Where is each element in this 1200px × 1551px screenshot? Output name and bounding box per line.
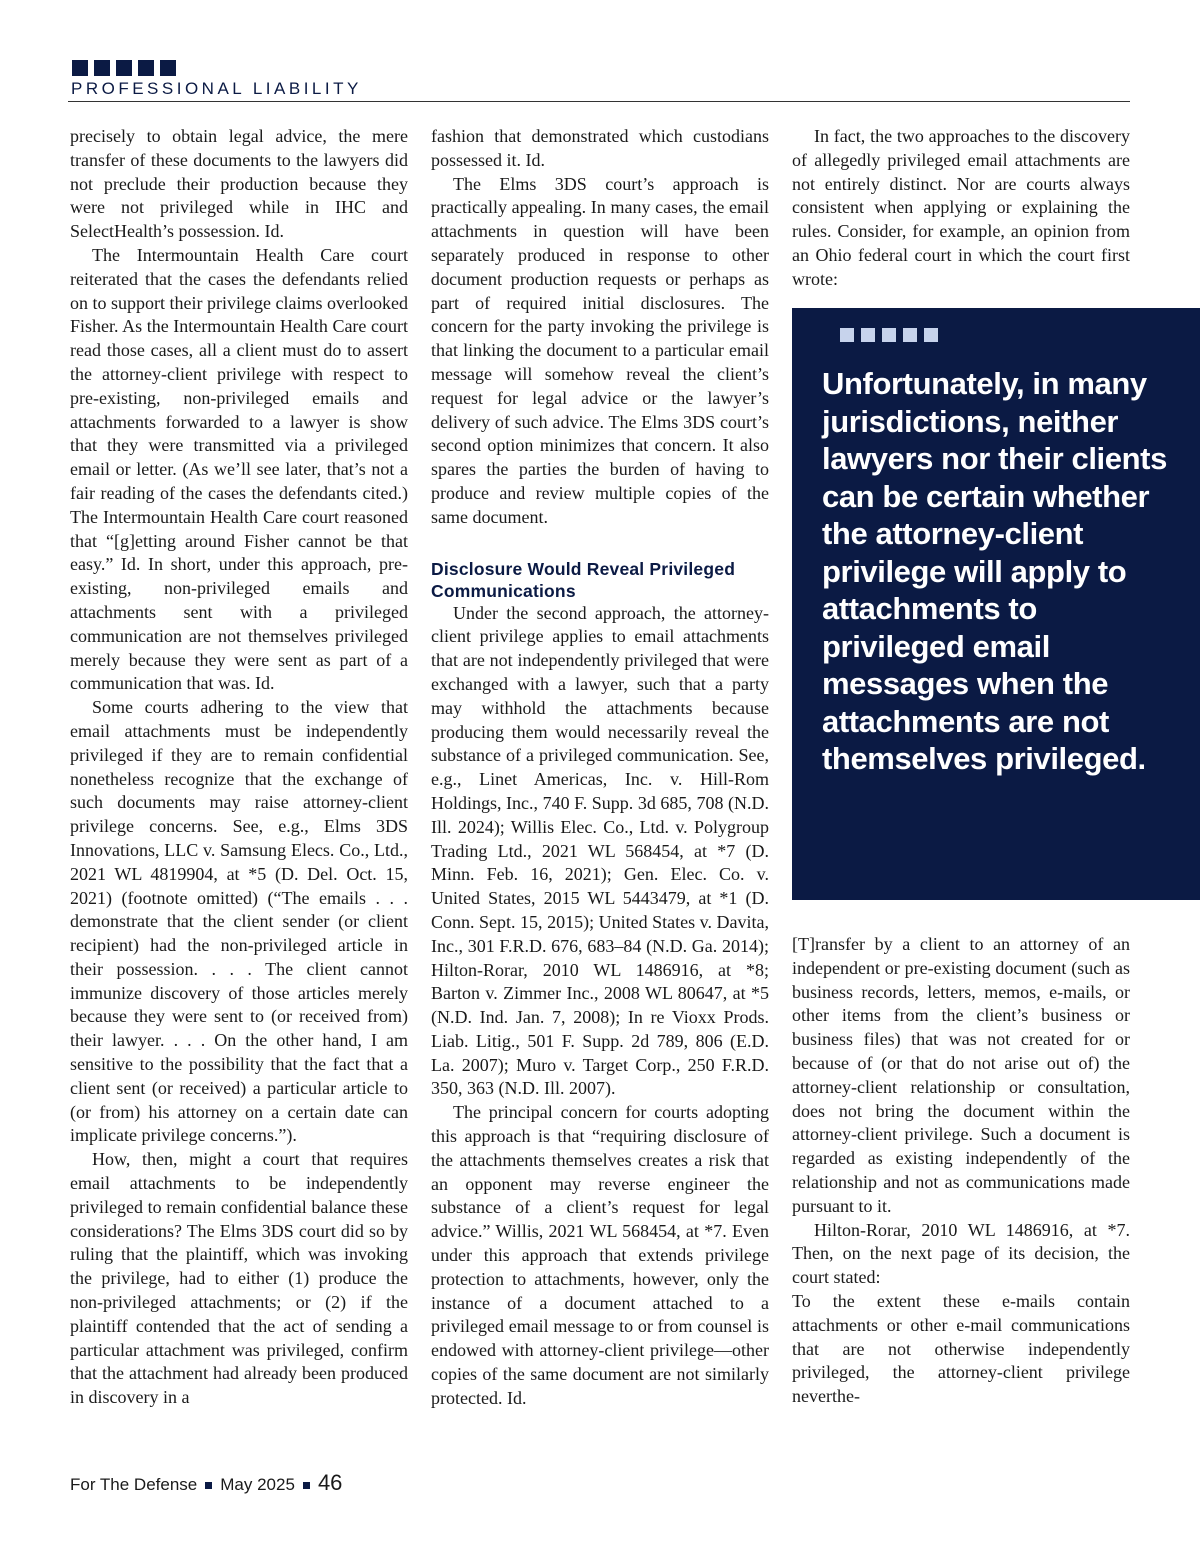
header-square — [94, 60, 110, 76]
callout-square — [903, 328, 917, 342]
column-3-bottom — [792, 933, 1130, 1409]
header-squares — [72, 60, 176, 76]
header-square — [138, 60, 154, 76]
paragraph: How, then, might a court that requires email attachments to be independently privileged to remain confidential balance these considerations? The Elms 3DS court did so by ruling that the plaintiff, which was invoking the privilege, had to either (1) produce the non-privileged attachments; or (2) if the plaintiff contended that the act of sending a particular attachment was privileged, confirm that the attachment had already been produced in discovery in a — [70, 1149, 408, 1408]
callout-square — [861, 328, 875, 342]
block-quote: To the extent these e-mails contain attachments or other e-mail communications that are not otherwise independently privileged, the attorney-client privilege neverthe- — [792, 1290, 1130, 1407]
paragraph: In fact, the two approaches to the discovery of allegedly privileged email attachments are not entirely distinct. Nor are courts always consistent when applying or explaining the rules. Consider, for example, an opinion from an Ohio federal court in which the court first wrote: — [792, 126, 1130, 289]
header-rule — [68, 101, 1130, 102]
paragraph: precisely to obtain legal advice, the mere transfer of these documents to the lawyers did not preclude their production because they were not privileged while in IHC and SelectHealth’s possession. Id. — [70, 126, 408, 242]
paragraph: The principal concern for courts adopting this approach is that “requiring disclosure of the attachments themselves creates a risk that an opponent may reverse engineer the substance of a client’s request for legal advice.” Willis, 2021 WL 568454, at *7. Even under this approach that extends privilege protection to attachments, however, only the instance of a document attached to a privileged email message to or from counsel is endowed with attorney-client privilege—other copies of the same document are not similarly protected. Id. — [431, 1102, 769, 1408]
footer-bullet — [205, 1482, 212, 1489]
column-2 — [431, 125, 769, 1411]
header-square — [116, 60, 132, 76]
paragraph: Under the second approach, the attorney-client privilege applies to email attachments that are not independently privileged that were exchanged with a lawyer, such that a party may withhold the attachments because producing them would necessarily reveal the substance of a privileged communication. See, e.g., Linet Americas, Inc. v. Hill-Rom Holdings, Inc., 740 F. Supp. 3d 685, 708 (N.D. Ill. 2024); Willis Elec. Co., Ltd. v. Polygroup Trading Ltd., 2021 WL 568454, at *7 (D. Minn. Feb. 16, 2021); Gen. Elec. Co. v. United States, 2015 WL 5443479, at *1 (D. Conn. Sept. 15, 2015); United States v. Davita, Inc., 301 F.R.D. 676, 683–84 (N.D. Ga. 2014); Hilton-Rorar, 2010 WL 1486916, at *8; Barton v. Zimmer Inc., 2008 WL 80647, at *5 (N.D. Ind. Jan. 7, 2008); In re Vioxx Prods. Liab. Litig., 501 F. Supp. 2d 789, 806 (E.D. La. 2007); Muro v. Target Corp., 250 F.R.D. 350, 363 (N.D. Ill. 2007). — [431, 602, 769, 1099]
citation-paragraph: Hilton-Rorar, 2010 WL 1486916, at *7. Then, on the next page of its decision, the court stated: — [792, 1219, 1130, 1288]
callout-square — [840, 328, 854, 342]
callout-square — [882, 328, 896, 342]
column-3-top — [792, 125, 1130, 292]
issue-date: May 2025 — [220, 1475, 295, 1494]
page-footer — [70, 1470, 342, 1498]
paragraph: fashion that demonstrated which custodians possessed it. Id. — [431, 126, 769, 170]
paragraph: The Elms 3DS court’s approach is practically appealing. In many cases, the email attachments in question will have been separately produced in response to other document production requests or perhaps as part of required initial disclosures. The concern for the party invoking the privilege is that linking the document to a particular email message will somehow reveal the client’s request for legal advice or the lawyer’s delivery of such advice. The Elms 3DS court’s second option minimizes that concern. It also spares the parties the burden of having to produce and review multiple copies of the same document. — [431, 173, 769, 527]
paragraph: The Intermountain Health Care court reiterated that the cases the defendants relied on to support their privilege claims overlooked Fisher. As the Intermountain Health Care court read those cases, all a client must do to assert the attorney-client privilege with respect to pre-existing, non-privileged emails and attachments forwarded to a lawyer is show that they were transmitted via a privileged email or letter. (As we’ll see later, that’s not a fair reading of the cases the defendants cited.) The Intermountain Health Care court reasoned that “[g]etting around Fisher cannot be that easy.” Id. In short, under this approach, pre-existing, non-privileged emails and attachments sent with a privileged communication are not themselves privileged merely because they were sent as part of a communication that was. Id. — [70, 244, 408, 694]
callout-squares — [840, 328, 938, 342]
column-1 — [70, 125, 408, 1410]
header-square — [72, 60, 88, 76]
section-label: PROFESSIONAL LIABILITY — [71, 79, 362, 98]
pull-quote-text: Unfortunately, in many jurisdictions, neither lawyers nor their clients can be certain whether the attorney-client privilege will apply to attachments to privileged email messages when the attachments are not themselves privileged. — [822, 366, 1167, 776]
paragraph: Some courts adhering to the view that email attachments must be independently privileged if they are to remain confidential nonetheless recognize that the exchange of such documents may raise attorney-client privilege concerns. See, e.g., Elms 3DS Innovations, LLC v. Samsung Elecs. Co., Ltd., 2021 WL 4819904, at *5 (D. Del. Oct. 15, 2021) (footnote omitted) (“The emails . . . demonstrate that the client sender (or client recipient) had the non-privileged article in their possession. . . . The client cannot immunize discovery of those articles merely because they were sent to (or received from) their lawyer. . . . On the other hand, I am sensitive to the possibility that the fact that a client sent (or received) a particular article to (or from) his attorney on a certain date can implicate privilege concerns.”). — [70, 697, 408, 1146]
header-square — [160, 60, 176, 76]
footer-bullet — [303, 1482, 310, 1489]
callout-square — [924, 328, 938, 342]
block-quote: [T]ransfer by a client to an attorney of an independent or pre-existing document (such as business records, letters, memos, e-mails, or other items from the client’s business or business files) that was not created for or because of (or that do not arise out of) the attorney-client relationship or consultation, does not bring the document within the attorney-client privilege. Such a document is regarded as existing independently of the relationship and not as communications made pursuant to it. — [792, 934, 1130, 1216]
publication-name: For The Defense — [70, 1475, 198, 1494]
pull-quote-callout — [792, 308, 1200, 900]
page-number: 46 — [317, 1470, 343, 1495]
subheading: Disclosure Would Reveal Privileged Communications — [431, 558, 736, 601]
